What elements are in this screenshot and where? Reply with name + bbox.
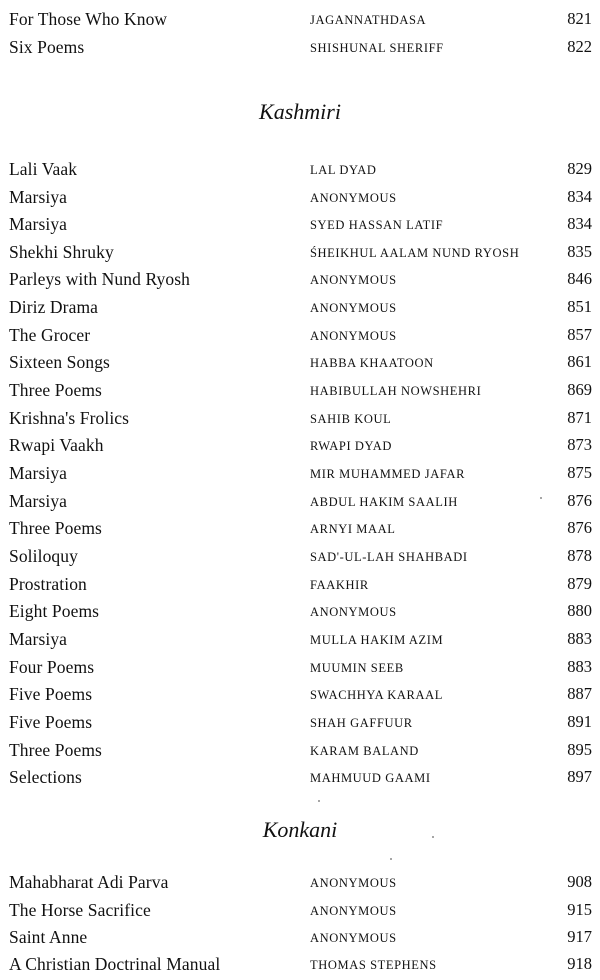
toc-entry bbox=[0, 490, 600, 517]
toc-entry bbox=[0, 573, 600, 600]
entry-title: Krishna's Frolics bbox=[9, 407, 130, 428]
entry-title: Three Poems bbox=[9, 739, 102, 760]
entry-title: Eight Poems bbox=[9, 601, 100, 621]
entry-author: ANONYMOUS bbox=[310, 931, 397, 945]
toc-entry bbox=[0, 186, 600, 213]
entry-title: Six Poems bbox=[9, 37, 85, 57]
entry-page-number: 873 bbox=[567, 435, 592, 454]
toc-entry bbox=[0, 351, 600, 378]
entry-title: Marsiya bbox=[9, 214, 68, 234]
entry-author: JAGANNATHDASA bbox=[310, 13, 427, 27]
entry-author: RWAPI DYAD bbox=[310, 439, 393, 453]
entry-author: MAHMUUD GAAMI bbox=[310, 771, 431, 785]
toc-entry bbox=[0, 600, 600, 627]
entry-author: SHAH GAFFUUR bbox=[310, 716, 413, 730]
entry-author: THOMAS STEPHENS bbox=[310, 958, 437, 972]
entry-page-number: 897 bbox=[567, 767, 592, 786]
entry-page-number: 835 bbox=[567, 241, 592, 261]
toc-entry bbox=[0, 296, 600, 323]
print-speck bbox=[540, 497, 542, 499]
toc-entry bbox=[0, 268, 600, 295]
entry-page-number: 871 bbox=[567, 407, 592, 427]
entry-author: MIR MUHAMMED JAFAR bbox=[310, 467, 466, 481]
entry-author: KARAM BALAND bbox=[310, 743, 419, 758]
entry-title: The Horse Sacrifice bbox=[9, 899, 151, 920]
entry-author: SYED HASSAN LATIF bbox=[310, 218, 444, 232]
entry-page-number: 834 bbox=[567, 186, 592, 206]
entry-title: Mahabharat Adi Parva bbox=[9, 872, 169, 892]
entry-page-number: 851 bbox=[567, 297, 592, 316]
toc-entry bbox=[0, 656, 600, 683]
entry-title: Marsiya bbox=[9, 629, 68, 649]
section-heading-konkani: Konkani bbox=[262, 817, 338, 842]
toc-entry bbox=[0, 379, 600, 406]
entry-title: Selections bbox=[9, 767, 82, 787]
entry-author: LAL DYAD bbox=[310, 163, 377, 177]
entry-page-number: 908 bbox=[567, 872, 592, 891]
entry-author: FAAKHIR bbox=[310, 577, 369, 592]
entry-author: ANONYMOUS bbox=[310, 903, 397, 918]
toc-entry bbox=[0, 8, 600, 35]
entry-author: ŚHEIKHUL AALAM NUND RYOSH bbox=[310, 245, 520, 260]
entry-author: ANONYMOUS bbox=[310, 273, 397, 287]
print-speck bbox=[318, 800, 320, 802]
entry-page-number: 880 bbox=[567, 601, 592, 620]
entry-page-number: 883 bbox=[567, 629, 592, 648]
entry-title: Marsiya bbox=[9, 186, 68, 207]
entry-page-number: 878 bbox=[567, 546, 592, 565]
entry-page-number: 879 bbox=[567, 573, 592, 593]
toc-entry bbox=[0, 953, 600, 980]
entry-author: HABIBULLAH NOWSHEHRI bbox=[310, 384, 482, 398]
entry-page-number: 915 bbox=[567, 899, 592, 919]
entry-page-number: 834 bbox=[567, 214, 592, 233]
entry-page-number: 891 bbox=[567, 712, 592, 731]
toc-entry bbox=[0, 871, 600, 898]
entry-title: For Those Who Know bbox=[9, 9, 168, 29]
toc-entry bbox=[0, 628, 600, 655]
toc-entry bbox=[0, 711, 600, 738]
entry-title: Parleys with Nund Ryosh bbox=[9, 269, 190, 289]
toc-entry bbox=[0, 213, 600, 240]
entry-author: ANONYMOUS bbox=[310, 605, 397, 619]
entry-title: Five Poems bbox=[9, 684, 93, 704]
entry-author: ANONYMOUS bbox=[310, 328, 397, 343]
entry-page-number: 846 bbox=[567, 269, 592, 288]
entry-author: ANONYMOUS bbox=[310, 301, 397, 315]
entry-page-number: 876 bbox=[567, 518, 592, 537]
print-speck bbox=[390, 858, 392, 860]
entry-title: Shekhi Shruky bbox=[9, 241, 114, 262]
print-speck bbox=[432, 836, 434, 838]
section-heading-kashmiri: Kashmiri bbox=[259, 99, 341, 124]
entry-page-number: 857 bbox=[567, 324, 592, 344]
toc-entry bbox=[0, 36, 600, 63]
entry-page-number: 821 bbox=[567, 9, 592, 28]
toc-entry bbox=[0, 926, 600, 953]
entry-page-number: 895 bbox=[567, 739, 592, 759]
entry-title: A Christian Doctrinal Manual bbox=[9, 954, 221, 974]
entry-title: Saint Anne bbox=[9, 927, 88, 947]
entry-author: SWACHHYA KARAAL bbox=[310, 688, 443, 702]
entry-author: ANONYMOUS bbox=[310, 876, 397, 890]
entry-author: SAD'-UL-LAH SHAHBADI bbox=[310, 550, 468, 564]
entry-page-number: 861 bbox=[567, 352, 592, 371]
entry-page-number: 822 bbox=[567, 37, 592, 56]
entry-title: Marsiya bbox=[9, 490, 68, 511]
toc-entry bbox=[0, 899, 600, 926]
entry-title: Five Poems bbox=[9, 712, 93, 732]
toc-entry bbox=[0, 545, 600, 572]
toc-entry bbox=[0, 241, 600, 268]
toc-entry bbox=[0, 462, 600, 489]
entry-title: The Grocer bbox=[9, 324, 91, 345]
toc-entry bbox=[0, 739, 600, 766]
entry-page-number: 869 bbox=[567, 380, 592, 399]
entry-title: Sixteen Songs bbox=[9, 352, 110, 372]
entry-title: Diriz Drama bbox=[9, 297, 99, 317]
toc-entry bbox=[0, 407, 600, 434]
entry-author: ABDUL HAKIM SAALIH bbox=[310, 494, 458, 509]
entry-page-number: 876 bbox=[567, 490, 592, 510]
toc-entry bbox=[0, 517, 600, 544]
entry-title: Rwapi Vaakh bbox=[9, 435, 104, 455]
entry-title: Prostration bbox=[9, 573, 87, 594]
entry-page-number: 829 bbox=[567, 159, 592, 178]
entry-author: MUUMIN SEEB bbox=[310, 660, 404, 675]
entry-page-number: 917 bbox=[567, 927, 592, 946]
entry-page-number: 918 bbox=[567, 954, 592, 973]
entry-title: Lali Vaak bbox=[9, 159, 78, 179]
entry-page-number: 875 bbox=[567, 463, 592, 482]
entry-title: Marsiya bbox=[9, 463, 68, 483]
entry-title: Four Poems bbox=[9, 656, 95, 677]
entry-title: Three Poems bbox=[9, 380, 102, 400]
entry-author: ARNYI MAAL bbox=[310, 522, 396, 536]
toc-entry bbox=[0, 683, 600, 710]
toc-entry bbox=[0, 158, 600, 185]
entry-title: Three Poems bbox=[9, 518, 102, 538]
entry-page-number: 887 bbox=[567, 684, 592, 703]
entry-author: HABBA KHAATOON bbox=[310, 356, 434, 370]
entry-title: Soliloquy bbox=[9, 546, 78, 566]
toc-entry bbox=[0, 324, 600, 351]
entry-author: SAHIB KOUL bbox=[310, 411, 392, 426]
entry-author: SHISHUNAL SHERIFF bbox=[310, 41, 444, 55]
entry-author: MULLA HAKIM AZIM bbox=[310, 633, 444, 647]
entry-page-number: 883 bbox=[567, 656, 592, 676]
entry-author: ANONYMOUS bbox=[310, 190, 397, 205]
toc-entry bbox=[0, 766, 600, 793]
toc-entry bbox=[0, 434, 600, 461]
